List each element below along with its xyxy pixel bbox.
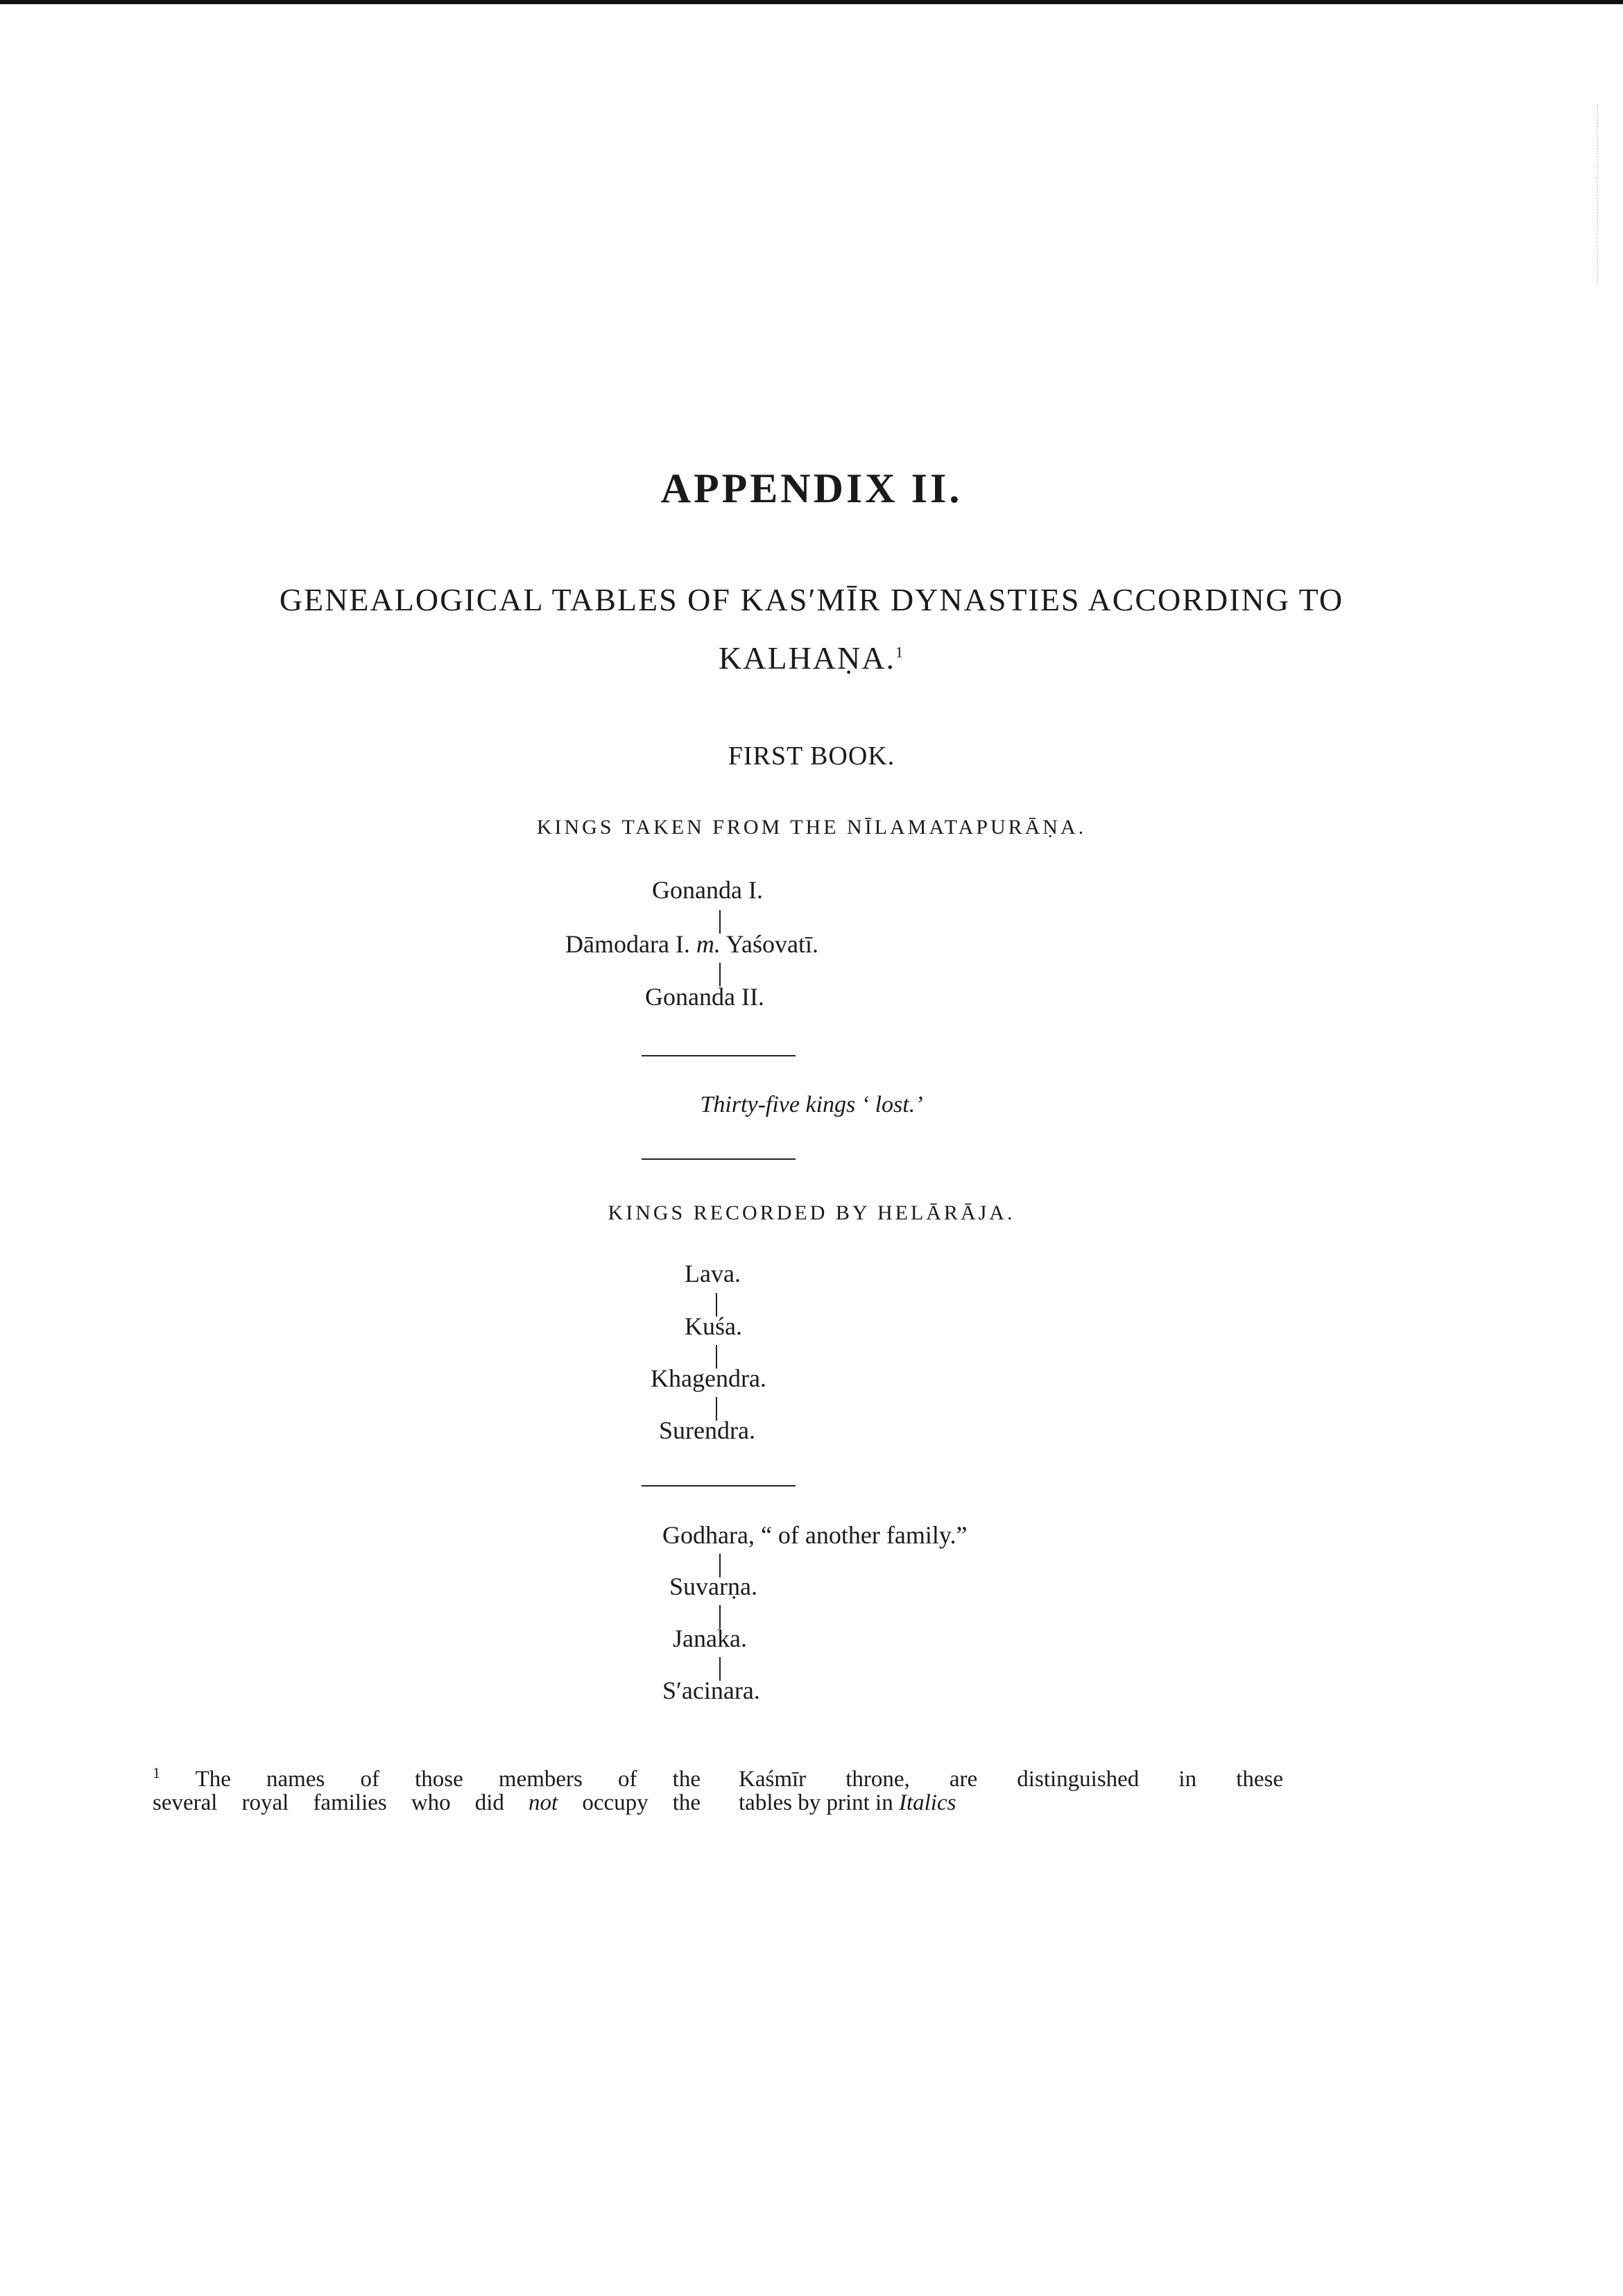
king-lava: Lava. xyxy=(685,1260,741,1287)
consort-yasovati: Yaśovatī. xyxy=(725,930,818,958)
page-top-border xyxy=(0,0,1623,4)
appendix-title: APPENDIX II. xyxy=(660,465,963,511)
king-damodara-1-row xyxy=(565,929,818,959)
main-heading-line2 xyxy=(0,640,1623,676)
footnote-left-line2-b: occupy the xyxy=(582,1790,701,1815)
footnote-right-line2 xyxy=(739,1791,1283,1815)
king-sacinara: S′acinara. xyxy=(662,1677,760,1704)
king-khagendra: Khagendra. xyxy=(651,1364,766,1392)
section-heading-nilamatapurana: KINGS TAKEN FROM THE NĪLAMATAPURĀṆA. xyxy=(536,816,1087,839)
section-divider xyxy=(642,1485,796,1487)
king-damodara-1: Dāmodara I. xyxy=(565,930,690,958)
main-heading-line2-text: KALHAṆA. xyxy=(719,640,895,676)
section-divider xyxy=(642,1055,796,1056)
king-gonanda-2: Gonanda II. xyxy=(645,983,764,1011)
scan-edge-specks xyxy=(1594,104,1598,284)
king-kusa: Kuśa. xyxy=(685,1312,742,1340)
main-heading-line1: GENEALOGICAL TABLES OF KAS′MĪR DYNASTIES ACCORDING TO xyxy=(279,582,1344,617)
king-gonanda-1: Gonanda I. xyxy=(652,876,763,904)
footnote-left-line1-text: The names of those members of the xyxy=(195,1767,701,1792)
footnote-left-column xyxy=(153,1764,701,1815)
lost-kings-note: Thirty-five kings ‘ lost.’ xyxy=(700,1092,923,1117)
footnote-mark: 1 xyxy=(153,1764,160,1781)
marriage-marker: m. xyxy=(696,930,721,958)
king-janaka: Janaka. xyxy=(673,1625,747,1652)
footnote-left-line1 xyxy=(153,1764,701,1792)
king-godhara: Godhara, “ of another family.” xyxy=(662,1521,968,1549)
king-surendra: Surendra. xyxy=(659,1416,755,1444)
footnote-right-line2-a: tables by print in xyxy=(739,1790,893,1815)
footnote-right-line1: Kaśmīr throne, are distinguished in these xyxy=(739,1767,1283,1792)
footnote-right-column xyxy=(739,1767,1283,1815)
king-suvarna: Suvarṇa. xyxy=(669,1573,757,1600)
footnote-left-line2-a: several royal families who did xyxy=(153,1790,504,1815)
section-heading-helaraja: KINGS RECORDED BY HELĀRĀJA. xyxy=(608,1201,1015,1224)
footnote-left-line2 xyxy=(153,1791,701,1815)
section-divider xyxy=(642,1158,796,1160)
footnote-emphasis-not: not xyxy=(529,1790,558,1815)
heading-footnote-mark: 1 xyxy=(895,643,904,661)
footnote-emphasis-italics: Italics xyxy=(898,1790,956,1815)
book-title: FIRST BOOK. xyxy=(728,742,895,771)
